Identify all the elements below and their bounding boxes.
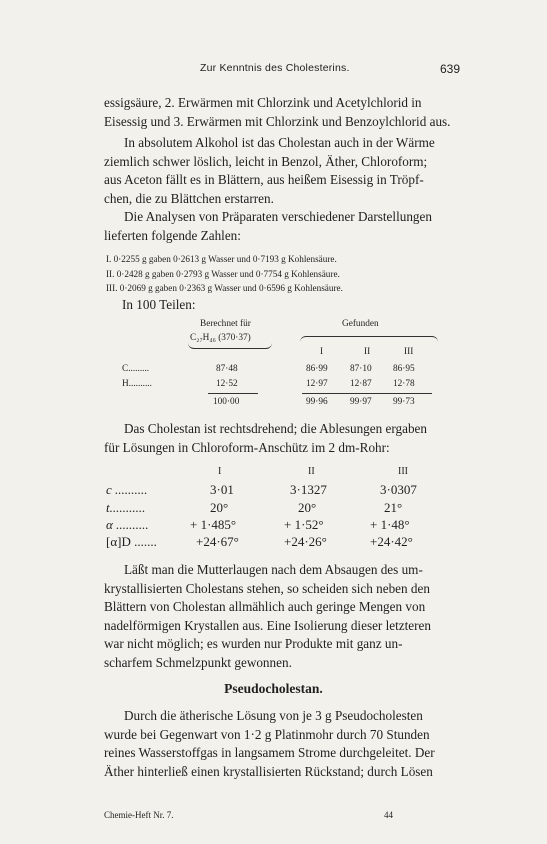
found-h-ii: 12·87 bbox=[350, 379, 372, 389]
found-c-i: 86·99 bbox=[306, 364, 328, 374]
value-alpha-iii: + 1·48° bbox=[370, 517, 410, 532]
text-line: Läßt man die Mutterlaugen nach dem Absaugen des um- bbox=[124, 562, 423, 577]
analysis-line: I. 0·2255 g gaben 0·2613 g Wasser und 0·7193 g Kohlensäure. bbox=[106, 254, 337, 264]
calc-c: 87·48 bbox=[216, 364, 238, 374]
brace-calculated bbox=[188, 343, 272, 349]
paragraph-5 bbox=[104, 561, 468, 672]
row-label-h: H.......... bbox=[122, 379, 152, 389]
text-line: Durch die ätherische Lösung von je 3 g Pseudocholesten bbox=[124, 708, 423, 723]
paragraph-4 bbox=[104, 420, 468, 457]
col-header-ii: II bbox=[308, 466, 315, 477]
col-header-iii: III bbox=[398, 466, 408, 477]
row-label-c: c .......... bbox=[106, 482, 148, 497]
text-line: scharfem Schmelzpunkt gewonnen. bbox=[104, 654, 292, 670]
formula-label: C₂₇H₄₆ (370·37) bbox=[190, 333, 251, 343]
section-heading: Pseudocholestan. bbox=[224, 681, 323, 696]
analysis-line: II. 0·2428 g gaben 0·2793 g Wasser und 0·7754 g Kohlensäure. bbox=[106, 268, 340, 279]
text-line: In absolutem Alkohol ist das Cholestan auch in der Wärme bbox=[124, 135, 435, 150]
text-line: Die Analysen von Präparaten verschiedener Darstellungen bbox=[124, 209, 432, 224]
calc-h: 12·52 bbox=[216, 379, 238, 389]
value-c-ii: 3·1327 bbox=[290, 482, 327, 497]
berechnet-label: Berechnet für bbox=[200, 319, 251, 329]
running-header-title: Zur Kenntnis des Cholesterins. bbox=[200, 62, 350, 74]
value-alpha-d-iii: +24·42° bbox=[370, 534, 413, 549]
value-alpha-ii: + 1·52° bbox=[284, 517, 324, 532]
found-h-iii: 12·78 bbox=[393, 379, 415, 389]
paragraph-6 bbox=[104, 707, 468, 781]
paragraph-1 bbox=[104, 94, 468, 131]
analysis-line: III. 0·2069 g gaben 0·2363 g Wasser und 0·6596 g Kohlensäure. bbox=[106, 283, 343, 294]
gefunden-label: Gefunden bbox=[342, 319, 379, 329]
text-line: war nicht möglich; es wurden nur Produkte mit ganz un- bbox=[104, 636, 403, 651]
text-line: Blättern von Cholestan allmählich auch geringe Mengen von bbox=[104, 599, 426, 614]
text-line: essigsäure, 2. Erwärmen mit Chlorzink und Acetylchlorid in bbox=[104, 95, 422, 110]
value-t-iii: 21° bbox=[384, 500, 403, 515]
text-line: nadelförmigen Krystallen aus. Eine Isolierung dieser letzteren bbox=[104, 617, 432, 633]
total-found-ii: 99·97 bbox=[350, 397, 372, 407]
text-line: Eisessig und 3. Erwärmen mit Chlorzink und Benzoylchlorid aus. bbox=[104, 113, 451, 129]
in-100-teilen-label: In 100 Teilen: bbox=[122, 297, 196, 312]
found-c-iii: 86·95 bbox=[393, 364, 415, 374]
page-number: 639 bbox=[440, 62, 461, 76]
text-line: krystallisierten Cholestans stehen, so scheiden sich neben den bbox=[104, 580, 430, 596]
text-line: chen, die zu Blättchen erstarren. bbox=[104, 190, 274, 206]
text-line: wurde bei Gegenwart von 1·2 g Platinmohr durch 70 Stunden bbox=[104, 726, 430, 742]
value-alpha-d-i: +24·67° bbox=[196, 534, 239, 549]
paragraph-2 bbox=[104, 134, 468, 208]
text-line: reines Wasserstoffgas in langsamem Strome durchgeleitet. Der bbox=[104, 745, 435, 760]
value-t-ii: 20° bbox=[298, 500, 317, 515]
value-t-i: 20° bbox=[210, 500, 229, 515]
row-label-alpha: α .......... bbox=[106, 517, 149, 532]
text-line: aus Aceton fällt es in Blättern, aus heißem Eisessig in Tröpf- bbox=[104, 172, 424, 187]
total-calc: 100·00 bbox=[213, 397, 240, 407]
paragraph-3 bbox=[104, 208, 468, 245]
footer-sheet-number: 44 bbox=[384, 810, 393, 820]
row-label-c: C......... bbox=[122, 364, 150, 374]
row-label-alpha-d: [α]D ....... bbox=[106, 534, 157, 549]
total-found-i: 99·96 bbox=[306, 397, 328, 407]
sum-rule-calc bbox=[208, 393, 258, 394]
value-c-iii: 3·0307 bbox=[380, 482, 417, 497]
col-header-ii: II bbox=[364, 347, 371, 357]
text-line: Das Cholestan ist rechtsdrehend; die Ablesungen ergaben bbox=[124, 421, 427, 436]
text-line: Äther hinterließ einen krystallisierten Rückstand; durch Lösen bbox=[104, 763, 433, 779]
value-c-i: 3·01 bbox=[210, 482, 234, 497]
found-c-ii: 87·10 bbox=[350, 364, 372, 374]
text-line: ziemlich schwer löslich, leicht in Benzol, Äther, Chloroform; bbox=[104, 153, 428, 169]
found-h-i: 12·97 bbox=[306, 379, 328, 389]
brace-found bbox=[300, 336, 438, 342]
value-alpha-i: + 1·485° bbox=[190, 517, 237, 532]
text-line: lieferten folgende Zahlen: bbox=[104, 227, 241, 243]
value-alpha-d-ii: +24·26° bbox=[284, 534, 327, 549]
col-header-i: I bbox=[218, 466, 222, 477]
col-header-iii: III bbox=[404, 347, 414, 357]
col-header-i: I bbox=[320, 347, 324, 357]
sum-rule-found bbox=[302, 393, 432, 394]
text-line: für Lösungen in Chloroform-Anschütz im 2 dm-Rohr: bbox=[104, 439, 390, 455]
analysis-list bbox=[106, 252, 343, 296]
total-found-iii: 99·73 bbox=[393, 397, 415, 407]
footer-journal: Chemie-Heft Nr. 7. bbox=[104, 810, 174, 820]
row-label-t: t........... bbox=[106, 500, 146, 515]
